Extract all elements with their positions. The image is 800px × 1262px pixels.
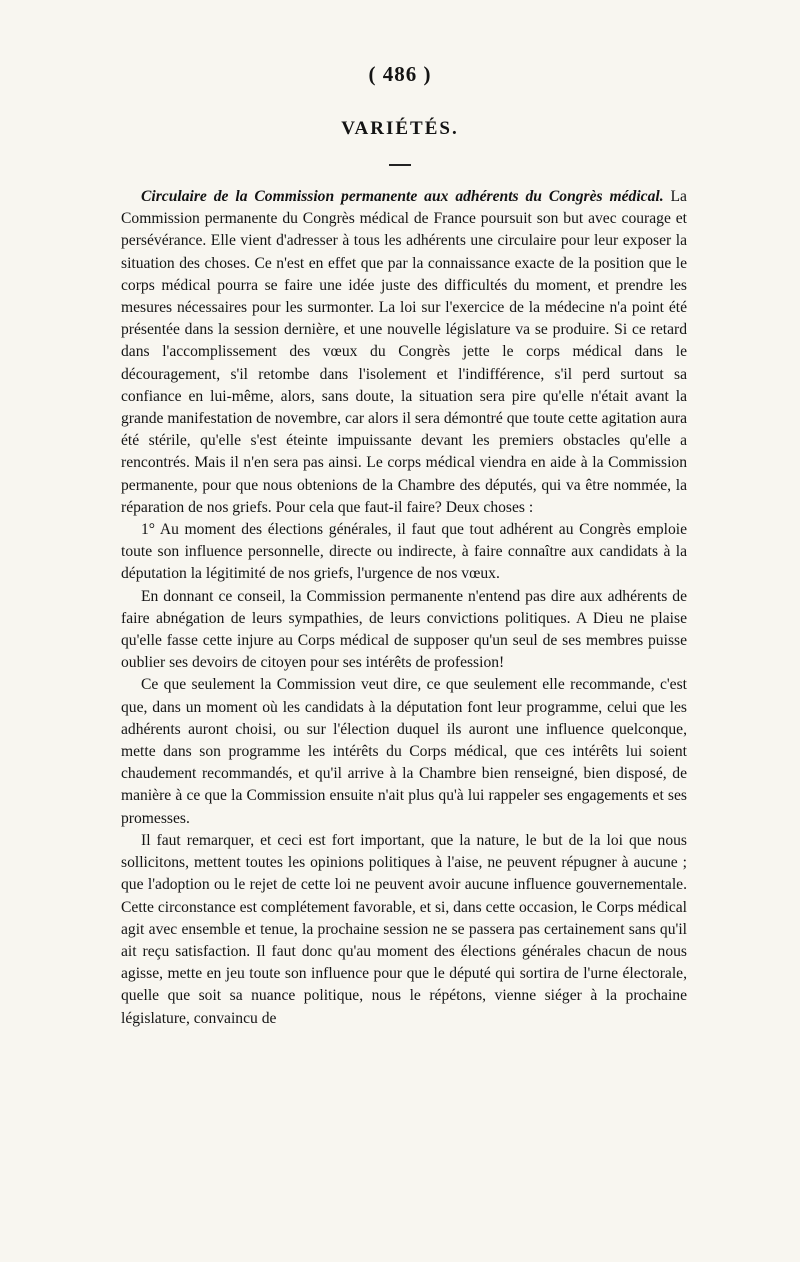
paragraph-3: En donnant ce conseil, la Commission permanente n'entend pas dire aux adhérents de faire abnégation de leurs sympathies, de leurs convictions politiques. A Dieu ne plaise qu'elle fasse cette injure au Corps médical de supposer qu'un seul de ses membres puisse oublier ses devoirs de citoyen pour ses intérêts de profession!	[121, 587, 687, 672]
paragraph-5: Il faut remarquer, et ceci est fort important, que la nature, le but de la loi que nous sollicitons, mettent toutes les opinions politiques à l'aise, ne peuvent répugner à aucune ; que l'adoption ou le rejet de cette loi ne peuvent avoir aucune influence gouvernementale. Cette circonstance est complétement favorable, et si, dans cette occasion, le Corps médical agit avec ensemble et tenue, la prochaine session ne se passera pas certainement sans qu'il ait reçu satisfaction. Il faut donc qu'au moment des élections générales chacun de nous agisse, mette en jeu toute son influence pour que le député qui sortira de l'urne électorale, quelle que soit sa nuance politique, nous le répétons, vienne siéger à la prochaine législature, convaincu de	[121, 831, 687, 1027]
paragraph-2: 1° Au moment des élections générales, il faut que tout adhérent au Congrès emploie toute son influence personnelle, directe ou indirecte, à faire connaître aux candidats à la députation la légitimité de nos griefs, l'urgence de nos vœux.	[121, 521, 687, 583]
article-heading: Circulaire de la Commission permanente aux adhérents du Congrès médical.	[141, 188, 664, 205]
title-rule	[389, 164, 411, 166]
paragraph-4: Ce que seulement la Commission veut dire, ce que seulement elle recommande, c'est que, dans un moment où les candidats à la députation font leur programme, celui que les adhérents auront choisi, ou sur l'élection duquel ils auront une influence quelconque, mette dans son programme les intérêts du Corps médical, que ces intérêts lui soient chaudement recommandés, et qu'il arrive à la Chambre bien renseigné, bien disposé, de manière à ce que la Commission ensuite n'ait plus qu'à lui rappeler ses engagements et ses promesses.	[121, 676, 687, 827]
section-title: VARIÉTÉS.	[341, 118, 459, 139]
page-number: ( 486 )	[368, 62, 432, 86]
paragraph-1-text: La Commission permanente du Congrès médical de France poursuit son but avec courage et persévérance. Elle vient d'adresser à tous les adhérents une circulaire pour leur exposer la situation des choses. Ce n'est en effet que par la connaissance exacte de la position que le corps médical pourra se faire une idée juste des difficultés du moment, et prendre les mesures nécessaires pour les surmonter. La loi sur l'exercice de la médecine n'a point été présentée dans la session dernière, et une nouvelle législature va se produire. Si ce retard dans l'accomplissement des vœux du Congrès jette le corps médical dans le découragement, s'il retombe dans l'isolement et l'indifférence, s'il perd surtout sa confiance en lui-même, alors, sans doute, la situation sera pire qu'elle n'était avant la grande manifestation de novembre, car alors il sera démontré que toute cette agitation aura été stérile, qu'elle s'est éteinte impuissante devant les premiers obstacles qu'elle a rencontrés. Mais il n'en sera pas ainsi. Le corps médical viendra en aide à la Commission permanente, pour que nous obtenions de la Chambre des députés, qui va être nommée, la réparation de nos griefs. Pour cela que faut-il faire? Deux choses :	[121, 188, 687, 516]
article-body	[121, 186, 687, 1030]
paragraph-1	[121, 186, 687, 519]
